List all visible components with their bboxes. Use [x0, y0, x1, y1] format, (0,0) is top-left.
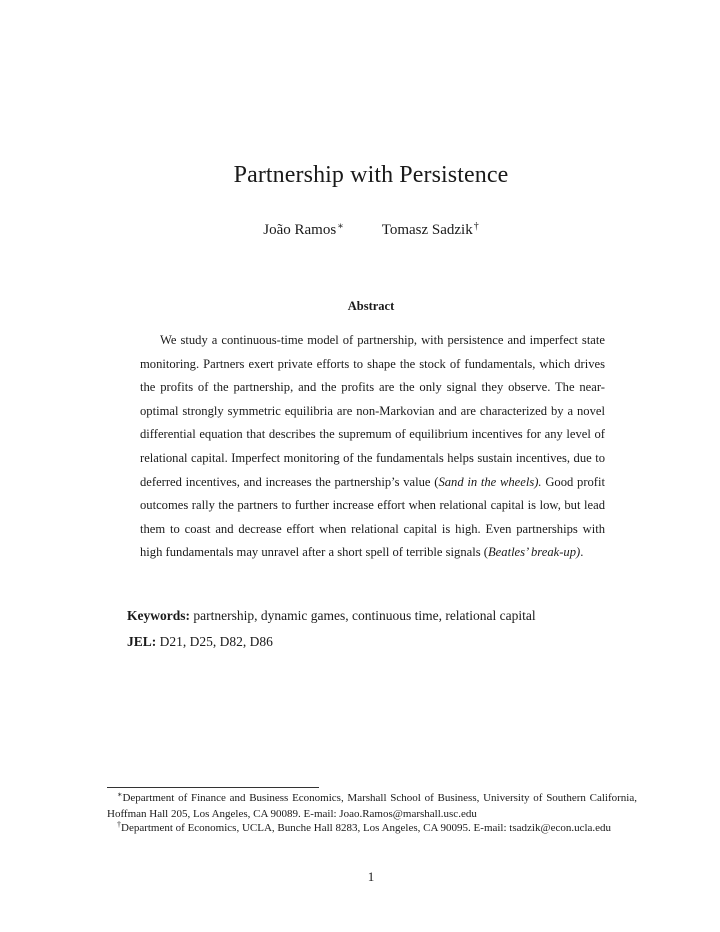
affiliation-mark: †	[473, 221, 479, 232]
abstract-heading: Abstract	[347, 299, 395, 313]
abstract-text: .	[580, 545, 584, 560]
abstract-emphasis: Beatles’ break-up)	[487, 545, 581, 560]
footnote-mark: ∗	[117, 790, 123, 799]
author-2	[382, 222, 479, 239]
abstract-text: We study a continuous-time model of partnership, with persistence and imperfect state monitoring. Partners exert private efforts to shape the stock of fundamentals, which drives the profits of the partnership, and the profits are the only signal they observe. The near-optimal strongly symmetric equilibria are non-Markovian and are characterized by a novel differential equation that describes the supremum of equilibrium incentives for any level of relational capital. Imperfect monitoring of the fundamentals helps sustain incentives, due to deferred incentives, and increases the partnership’s value (	[140, 333, 605, 489]
footnote-text: Department of Finance and Business Economics, Marshall School of Business, University of Southern California, Hoffman Hall 205, Los Angeles, CA 90089. E-mail: Joao.Ramos@marshall.usc.edu	[107, 792, 637, 820]
abstract-emphasis: Sand in the wheels).	[438, 474, 542, 489]
author-1	[263, 222, 344, 239]
keywords-label: Keywords:	[127, 608, 190, 623]
author-name: Tomasz Sadzik	[381, 222, 473, 238]
footnote-divider	[107, 787, 319, 788]
paper-title: Partnership with Persistence	[233, 162, 509, 188]
abstract-text: Good profit outcomes rally the partners to further increase effort when relational capital is low, but lead them to coast and decrease effort when relational capital is high. Even partnerships with high fundamentals may unravel after a short spell of terrible signals (	[140, 474, 605, 560]
jel-line	[127, 634, 273, 650]
footnote-2	[107, 821, 637, 837]
abstract-body	[140, 329, 605, 565]
keywords-line	[127, 608, 536, 624]
keywords-value: partnership, dynamic games, continuous time, relational capital	[193, 608, 536, 623]
jel-label: JEL:	[127, 634, 157, 649]
footnote-1	[107, 791, 637, 822]
abstract-paragraph	[140, 329, 605, 565]
author-list	[0, 222, 720, 239]
jel-value: D21, D25, D82, D86	[159, 634, 273, 649]
footnote-text: Department of Economics, UCLA, Bunche Hall 8283, Los Angeles, CA 90095. E-mail: tsadzik@econ.ucla.edu	[121, 822, 612, 834]
footnote-mark: †	[117, 820, 121, 829]
author-name: João Ramos	[263, 222, 337, 238]
affiliation-mark: ∗	[337, 221, 344, 232]
page-number: 1	[367, 869, 375, 884]
